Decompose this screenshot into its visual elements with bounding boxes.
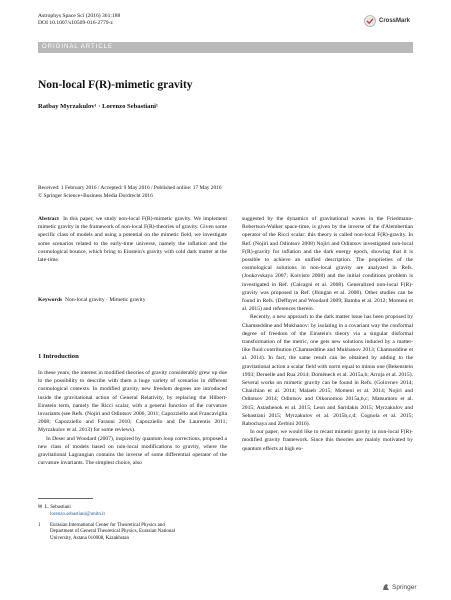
envelope-icon: ✉ — [38, 505, 43, 510]
abstract-text: In this paper, we study non-local F(R)-mimetic gravity. We implement mimetic gravity in the framework of non-local F(R)-theories of gravity. Given some specific class of models and using a potential on the mimetic field, we investigate some scenarios related to the early-time universe, namely the inflation and the cosmological bounce, which bring to Einstein's gravity with cold dark matter at the late-time. — [38, 216, 227, 264]
doi[interactable]: DOI 10.1007/s10509-016-2779-z — [38, 20, 113, 26]
dates-line: Received: 1 February 2016 / Accepted: 9 May 2016 / Published online: 17 May 2016 — [38, 185, 222, 191]
publisher-logo — [382, 583, 417, 591]
crossmark-label: CrossMark — [379, 18, 411, 24]
crossmark-badge[interactable] — [364, 15, 410, 27]
publication-dates — [38, 185, 222, 200]
abstract-label: Abstract — [38, 216, 59, 222]
keywords-label: Keywords — [38, 297, 63, 303]
intro-paragraph-1: In these years, the interest in modified theories of gravity considerably grew up due to the possibility to describe with them a huge variety of scenarios in different cosmological contexts. In modified gravity, new freedom degrees are introduced inside the gravitational action of General Relativity, by replacing the Hilbert-Einstein term, namely the Ricci scalar, with a general function of the curvature invariants (see Refs. (Nojiri and Odintsov 2006, 2011; Capozziello and Francaviglia 2008; Capozziello and Faraoni 2010; Capozziello and De Laurentis 2011; Myrzakulov et al. 2013) for some reviews). — [38, 370, 227, 434]
intro-paragraph-2: In Deser and Woodard (2007), inspired by quantum loop corrections, proposed a new class of models based on non-local modifications to gravity, where the gravitational Lagrangian contains the inverse of some differential operator of the curvature invariants. The simplest choice, also — [38, 435, 227, 467]
affiliation-marker: 1 — [38, 523, 41, 528]
author-email[interactable]: lorenzo.sebastiani@unitn.it — [50, 512, 105, 517]
col2-paragraph-2: Recently, a new approach to the dark matter issue has been proposed by Chamseddine and Mukhanov: by isolating in a covariant way the conformal degree of freedom of the Einstein's theory via a singular disformal transformation of the metric, one gets new solutions induced by a matter-like fluid contribution (Chamseddine and Mukhanov 2013; Chamseddine et al. 2014). In fact, the same result can be obtained by adding to the gravitational action a scalar field with norm equal to minus one (Bekenstein 1993; Deruelle and Rua 2014; Domènech et al. 2015a,b; Arroja et al. 2015). Several works on mimetic gravity can be found in Refs. (Golovnev 2014; Chaichian et al. 2014; Malaeb 2015; Momeni et al. 2014; Nojiri and Odintsov 2014; Odintsov and Oikonomou 2015a,b,c; Matsumoto et al. 2015; Astashenok et al. 2015; Leon and Saridakis 2015; Myrzakulov and Sebastiani 2015; Myrzakulov et al. 2015b,c,d; Cognola et al. 2015; Rabochaya and Zerbini 2016). — [242, 314, 413, 428]
col2-paragraph-1: suggested by the dynamics of gravitational waves in the Friedmann-Robertson-Walker space-time, is given by the inverse of the d'Alembertian operator of the Ricci scalar: this theory is called non-local F(R)-gravity. In Ref. (Nojiri and Odintsov 2008) Nojiri and Odintsov investigated non-local F(R)-gravity for inflation and the dark energy epoch, showing that it is possible to achieve an unified description. The proprieties of the cosmological solutions in non-local gravity are analyzed in Refs. (Joukovskaya 2007; Koivisto 2008) and the initial conditions problem is investigated in Ref. (Calcagni et al. 2008). Generalized non-local F(R)-gravity was proposed in Ref. (Jhingan et al. 2008). Other studies can be found in Refs. (Deffayet and Woodard 2009; Bamba et al. 2012; Momeni et al. 2015) and references therein. — [242, 216, 413, 313]
corresponding-author — [38, 505, 71, 511]
affiliation-line: Department of General Theoretical Physics, Eurasian National — [50, 529, 176, 535]
springer-horse-icon — [382, 583, 390, 591]
journal-info — [38, 13, 120, 27]
column-right — [242, 215, 413, 453]
footnote-divider — [38, 498, 93, 499]
publisher-name: Springer — [392, 583, 417, 591]
abstract — [38, 215, 227, 264]
article-type-banner: ORIGINAL ARTICLE — [38, 42, 413, 53]
affiliation-line: Eurasian International Center for Theoretical Physics and — [50, 523, 165, 528]
affiliation-line: University, Astana 010008, Kazakhstan — [50, 535, 129, 541]
paper-title: Non-local F(R)-mimetic gravity — [38, 79, 193, 91]
crossmark-icon — [364, 15, 376, 27]
introduction-column-left — [38, 369, 227, 467]
copyright-line: © Springer Science+Business Media Dordrecht 2016 — [38, 192, 153, 199]
corresponding-author-name: L. Sebastiani — [44, 505, 71, 510]
section-heading-introduction: 1 Introduction — [38, 353, 79, 360]
keywords-text: Non-local gravity · Mimetic gravity — [65, 297, 146, 303]
journal-citation: Astrophys Space Sci (2016) 361:188 — [38, 13, 121, 19]
keywords — [38, 297, 146, 303]
author-list: Ratbay Myrzakulov¹ · Lorenzo Sebastiani¹ — [38, 103, 158, 110]
col2-paragraph-3: In our paper, we would like to recast mimetic gravity in non-local F(R)-modified gravity framework. Since this theories are mainly motivated by quantum effects at high en- — [242, 429, 413, 452]
affiliation — [50, 523, 175, 542]
